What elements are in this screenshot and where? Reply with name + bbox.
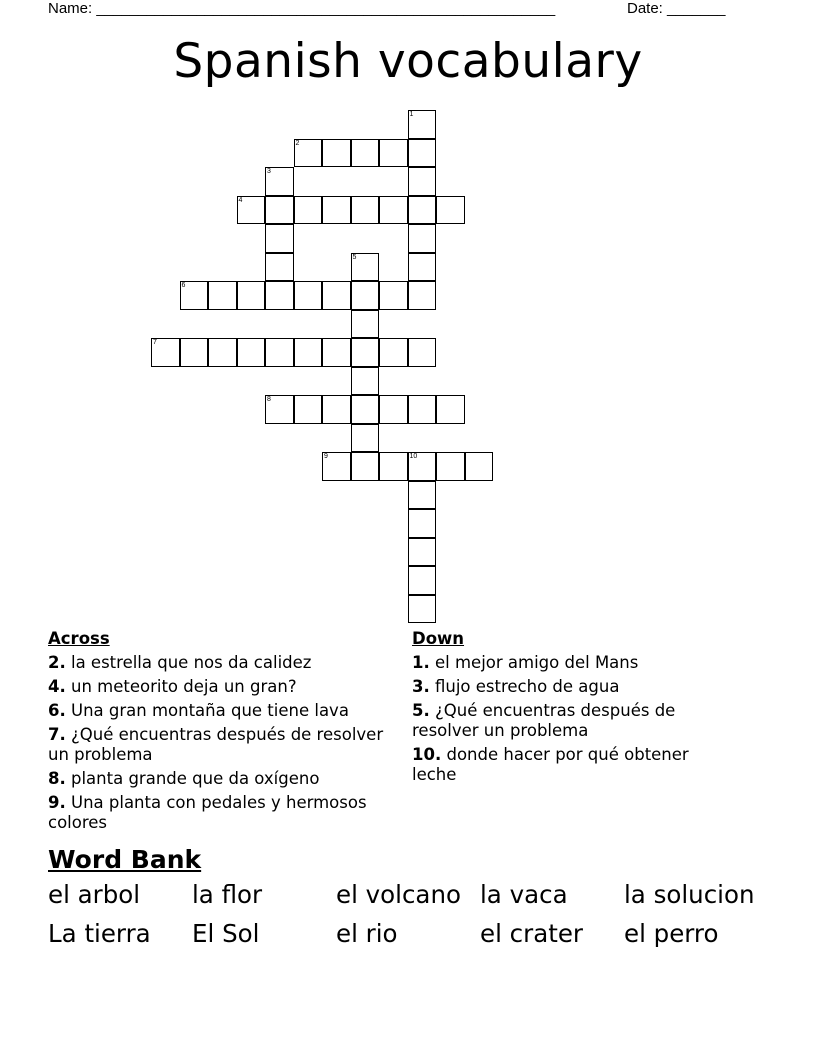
word-bank-word: el arbol [48,880,141,909]
cell-number: 7 [153,339,157,346]
crossword-cell[interactable] [294,338,323,367]
crossword-cell[interactable] [408,139,437,168]
clue-number: 10. [412,745,442,764]
clue-text: Una planta con pedales y hermosos colores [48,793,367,832]
down-heading: Down [412,629,465,648]
crossword-cell[interactable] [379,452,408,481]
date-field-label: Date: _______ [627,0,726,17]
clue-number: 1. [412,653,430,672]
clue-number: 9. [48,793,66,812]
word-bank-word: el rio [336,919,398,948]
crossword-cell[interactable] [408,481,437,510]
cell-number: 2 [295,139,300,147]
crossword-cell[interactable] [351,338,380,367]
word-bank-word: el crater [480,919,583,948]
clue-text: ¿Qué encuentras después de resolver un problema [412,701,676,740]
crossword-cell[interactable] [351,139,380,168]
cell-number: 10 [409,453,418,460]
crossword-cell[interactable] [408,566,437,595]
crossword-cell[interactable] [408,167,437,196]
clue-number: 4. [48,677,66,696]
crossword-cell[interactable] [265,338,294,367]
cell-number: 4 [238,196,243,204]
crossword-cell[interactable] [436,395,465,424]
crossword-cell[interactable] [351,424,380,453]
crossword-cell[interactable] [180,338,209,367]
crossword-cell[interactable] [237,338,266,367]
crossword-cell[interactable] [379,395,408,424]
word-bank [48,880,788,958]
crossword-cell[interactable] [379,139,408,168]
crossword-cell[interactable] [151,338,180,367]
clue-number: 7. [48,725,66,744]
crossword-cell[interactable] [351,196,380,225]
across-heading: Across [48,629,110,648]
clue-number: 8. [48,769,66,788]
crossword-cell[interactable] [408,338,437,367]
crossword-cell[interactable] [436,452,465,481]
crossword-cell[interactable] [351,253,380,282]
down-clue [412,653,732,673]
word-bank-word: el perro [624,919,719,948]
clue-text: el mejor amigo del Mans [429,653,639,672]
clue-text: planta grande que da oxígeno [65,769,320,788]
clue-text: ¿Qué encuentras después de resolver un problema [48,725,384,764]
clue-text: un meteorito deja un gran? [65,677,297,696]
page-title: Spanish vocabulary [173,34,643,89]
word-bank-word: la flor [192,880,263,909]
crossword-cell[interactable] [351,310,380,339]
cell-number: 5 [352,253,357,261]
crossword-cell[interactable] [465,452,494,481]
clue-text: donde hacer por qué obtener leche [412,745,689,784]
clue-text: flujo estrecho de agua [429,677,620,696]
crossword-cell[interactable] [294,395,323,424]
crossword-cell[interactable] [351,367,380,396]
crossword-cell[interactable] [265,395,294,424]
crossword-cell[interactable] [351,452,380,481]
across-clue [48,725,393,765]
crossword-cell[interactable] [294,281,323,310]
crossword-cell[interactable] [408,395,437,424]
down-clues [412,629,732,789]
crossword-cell[interactable] [322,395,351,424]
crossword-cell[interactable] [265,253,294,282]
crossword-cell[interactable] [408,253,437,282]
across-clue [48,653,393,673]
crossword-cell[interactable] [265,281,294,310]
crossword-cell[interactable] [322,196,351,225]
crossword-cell[interactable] [322,139,351,168]
down-clue [412,677,732,697]
crossword-cell[interactable] [237,196,266,225]
crossword-cell[interactable] [408,538,437,567]
cell-number: 9 [324,453,328,460]
cell-number: 1 [409,111,414,118]
word-bank-row [48,919,788,958]
crossword-cell[interactable] [408,224,437,253]
crossword-cell[interactable] [294,139,323,168]
crossword-cell[interactable] [408,509,437,538]
cell-number: 6 [181,282,186,289]
clue-text: la estrella que nos da calidez [65,653,312,672]
down-clue [412,701,732,741]
word-bank-row [48,880,788,919]
across-clue [48,677,393,697]
across-clue [48,769,393,789]
across-clue [48,701,393,721]
crossword-cell[interactable] [322,281,351,310]
word-bank-word: El Sol [192,919,260,948]
crossword-cell[interactable] [351,281,380,310]
crossword-cell[interactable] [408,452,437,481]
crossword-cell[interactable] [265,224,294,253]
word-bank-word: la vaca [480,880,568,909]
across-clues [48,629,393,837]
crossword-cell[interactable] [408,281,437,310]
clue-number: 6. [48,701,66,720]
clue-number: 3. [412,677,430,696]
crossword-cell[interactable] [208,281,237,310]
crossword-cell[interactable] [408,110,437,139]
name-field-label: Name: _______________________________________________________ [48,0,556,17]
word-bank-title: Word Bank [48,845,202,874]
crossword-cell[interactable] [351,395,380,424]
crossword-cell[interactable] [436,196,465,225]
clue-number: 2. [48,653,66,672]
crossword-cell[interactable] [180,281,209,310]
crossword-cell[interactable] [379,338,408,367]
cell-number: 3 [267,168,271,175]
down-clue [412,745,732,785]
crossword-cell[interactable] [408,595,437,624]
word-bank-word: La tierra [48,919,151,948]
crossword-cell[interactable] [322,338,351,367]
crossword-cell[interactable] [265,196,294,225]
cell-number: 8 [267,396,271,403]
word-bank-word: la solucion [624,880,755,909]
across-clue [48,793,393,833]
crossword-cell[interactable] [208,338,237,367]
crossword-cell[interactable] [408,196,437,225]
crossword-cell[interactable] [379,196,408,225]
crossword-cell[interactable] [265,167,294,196]
crossword-cell[interactable] [379,281,408,310]
crossword-cell[interactable] [294,196,323,225]
clue-text: Una gran montaña que tiene lava [65,701,349,720]
crossword-cell[interactable] [237,281,266,310]
crossword-cell[interactable] [322,452,351,481]
word-bank-word: el volcano [336,880,461,909]
clue-number: 5. [412,701,430,720]
